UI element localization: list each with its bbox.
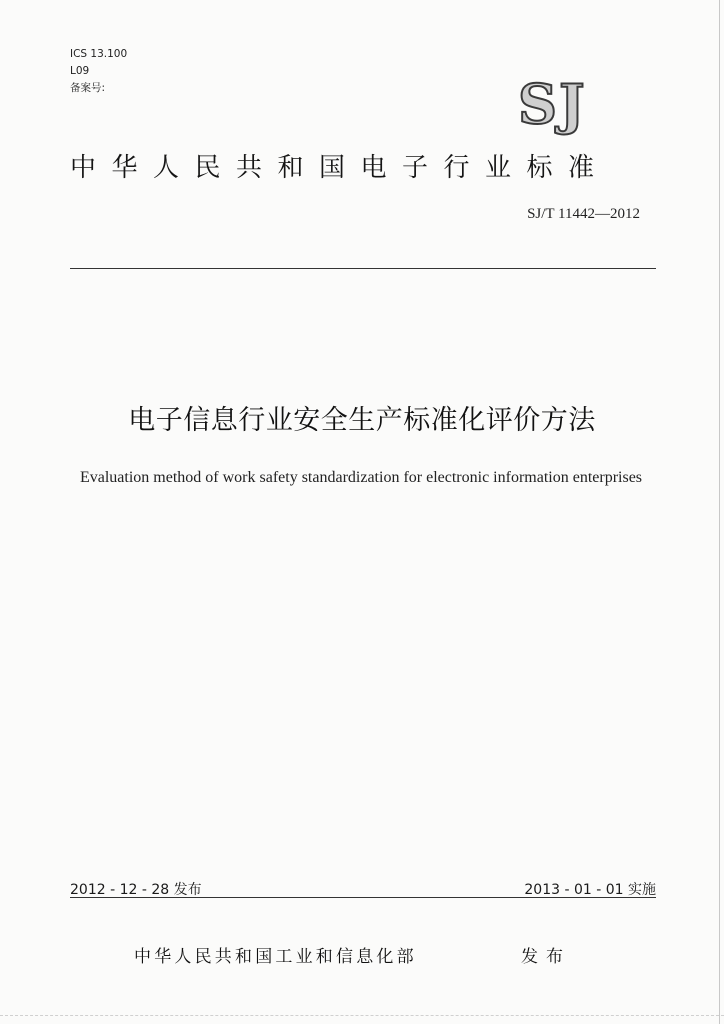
record-number-label: 备案号:: [70, 82, 106, 94]
publisher-name: 中华人民共和国工业和信息化部: [134, 947, 417, 967]
document-title-chinese: 电子信息行业安全生产标准化评价方法: [128, 405, 596, 436]
document-title-english: Evaluation method of work safety standardization for electronic information enterprises: [79, 469, 643, 486]
sj-logo: SJ: [518, 72, 587, 136]
organization-title: 中华人民共和国电子行业标准: [70, 153, 610, 183]
issue-date: 2012 - 12 - 28 发布: [70, 882, 202, 898]
publish-label: 发布: [521, 947, 571, 967]
ccs-code: L09: [70, 65, 90, 77]
scan-edge-right: [719, 0, 720, 1024]
date-divider: [70, 897, 656, 898]
ics-code: ICS 13.100: [70, 48, 128, 60]
standard-code: SJ/T 11442—2012: [527, 206, 640, 222]
scan-edge-bottom: [0, 1015, 724, 1016]
header-divider: [70, 268, 656, 269]
implementation-date: 2013 - 01 - 01 实施: [524, 882, 656, 898]
